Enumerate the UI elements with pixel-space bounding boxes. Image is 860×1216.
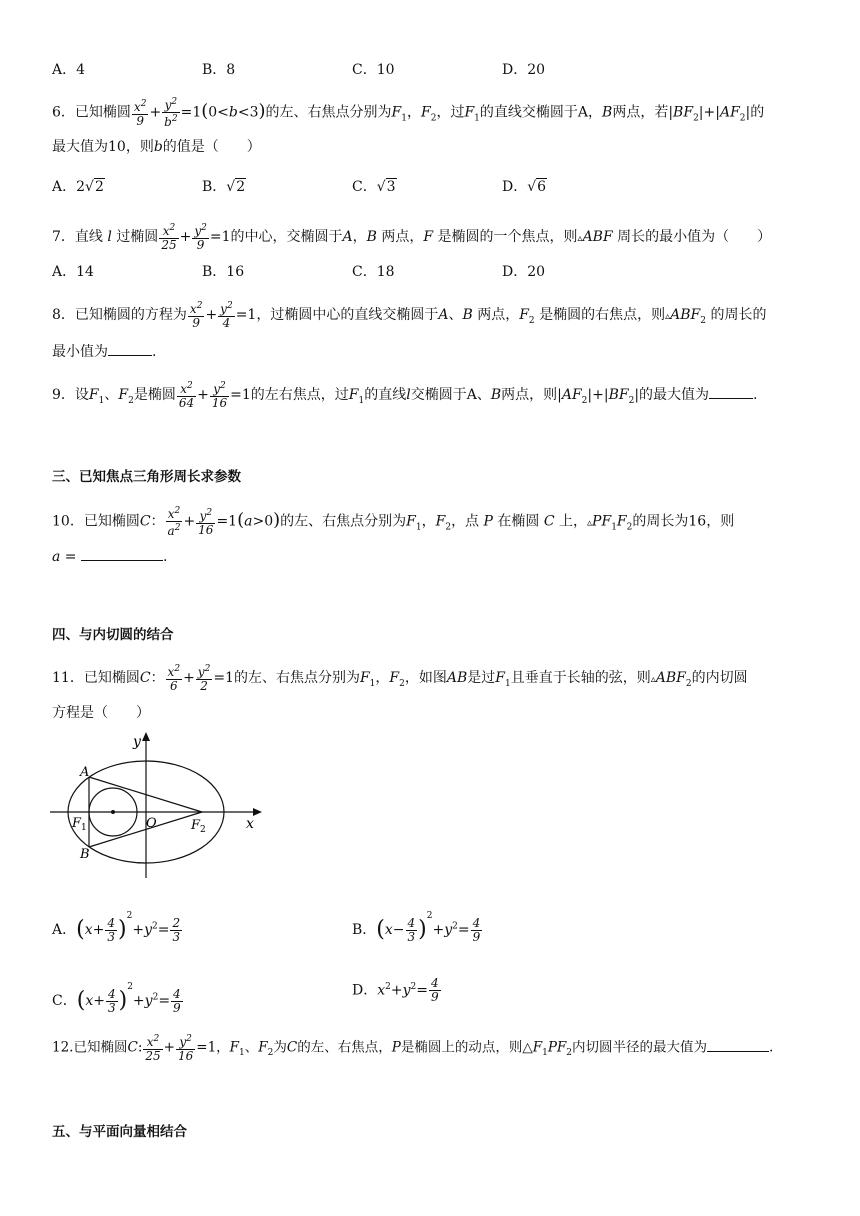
frac: $\frac{4}{3}$ bbox=[107, 986, 116, 1015]
incircle-center bbox=[111, 810, 115, 814]
q8-prefix: 8．已知椭圆的方程为 bbox=[52, 307, 187, 323]
question-11-line2: 方程是（ ） bbox=[52, 705, 150, 721]
q10-text: 的周长为16，则 bbox=[632, 513, 735, 530]
y-label: y bbox=[133, 734, 141, 750]
question-6-line2: 最大值为10，则b的值是（ ） bbox=[52, 139, 261, 155]
q11-text: 的左、右焦点分别为 bbox=[233, 670, 360, 686]
q7-text: 过椭圆 bbox=[116, 229, 159, 245]
q8-end: . bbox=[152, 344, 157, 360]
frac: $\frac{4}{9}$ bbox=[173, 986, 181, 1015]
x-label: x bbox=[246, 816, 254, 832]
frac: $\frac{4}{9}$ bbox=[472, 915, 481, 944]
option-a: A．4 bbox=[52, 62, 86, 78]
frac: $\frac{y^2}{b^2}$ bbox=[164, 97, 178, 129]
f1-label: F bbox=[72, 816, 82, 831]
frac: $\frac{x^2}{25}$ bbox=[161, 223, 177, 252]
q5-options bbox=[52, 60, 652, 80]
answer-blank[interactable] bbox=[709, 384, 753, 399]
q11-text: 是过 bbox=[467, 670, 496, 686]
option-d: D．20 bbox=[502, 264, 546, 280]
question-11: 11．已知椭圆C： $\frac{x^2}{6}$ + $\frac{y^2}{2}$ =1的左、右焦点分别为$F_1$，$F_2$，如图AB是过$F_1$且垂直于长轴的弦，则$▵ABF_2$的内切圆 bbox=[52, 664, 748, 693]
option-b-label: B． bbox=[202, 179, 227, 195]
svg-text:2: 2 bbox=[200, 825, 206, 835]
q7-text: 是椭圆的一个焦点，则 bbox=[437, 229, 578, 245]
q12-text: 的左、右焦点， bbox=[297, 1039, 392, 1056]
q9-text: 是椭圆 bbox=[133, 387, 176, 403]
q9-text: 的左右焦点，过 bbox=[250, 387, 349, 403]
point-a-label: A bbox=[80, 765, 90, 780]
question-7: 7．直线 l 过椭圆 $\frac{x^2}{25}$ + $\frac{y^2}{9}$ =1的中心，交椭圆于A，B 两点，F 是椭圆的一个焦点，则▵ABF 周长的最小值为（ ） bbox=[52, 223, 772, 252]
svg-text:1: 1 bbox=[81, 823, 87, 833]
frac: $\frac{y^2}{4}$ bbox=[220, 301, 233, 330]
answer-blank[interactable] bbox=[108, 341, 152, 356]
answer-blank[interactable] bbox=[81, 546, 163, 561]
point-b-label: B bbox=[80, 847, 90, 862]
option-d-label: D． bbox=[502, 179, 528, 195]
sqrt: √2 bbox=[226, 179, 246, 195]
q9-text: 的直线 bbox=[364, 387, 407, 403]
q12-text: 为 bbox=[273, 1039, 287, 1056]
option-c: C．18 bbox=[352, 264, 395, 280]
option-a: A．2√2 bbox=[52, 179, 104, 195]
f2-label: F bbox=[191, 818, 201, 833]
q12-text: 内切圆半径的最大值为 bbox=[572, 1039, 708, 1056]
q6-text: 最大值为10，则 bbox=[52, 139, 154, 155]
q9-text: 的最大值为 bbox=[639, 387, 710, 403]
option-b: B．8 bbox=[202, 62, 236, 78]
option-d-label: D． bbox=[352, 982, 378, 999]
q9-text: 交椭圆于 bbox=[410, 387, 467, 403]
option-b-label: B． bbox=[352, 922, 377, 938]
question-8-line2 bbox=[52, 341, 156, 362]
answer-blank[interactable] bbox=[707, 1037, 769, 1052]
q7-text: 两点， bbox=[381, 229, 424, 245]
q11-text: 的内切圆 bbox=[691, 670, 748, 686]
sqrt: √3 bbox=[376, 179, 396, 195]
frac: $\frac{y^2}{9}$ bbox=[194, 223, 207, 252]
option-d bbox=[502, 177, 652, 197]
q12-text: ， bbox=[216, 1039, 230, 1056]
q6-text: 的 bbox=[750, 104, 765, 121]
option-c-label: C． bbox=[52, 993, 77, 1009]
q7-text: 周长的最小值为（ ） bbox=[617, 229, 772, 245]
frac: $\frac{4}{3}$ bbox=[107, 915, 115, 944]
q6-text: ，过 bbox=[436, 104, 465, 121]
section-heading-5: 五、与平面向量相结合 bbox=[52, 1124, 187, 1140]
option-c bbox=[352, 177, 502, 197]
question-8: 8．已知椭圆的方程为 $\frac{x^2}{9}$ + $\frac{y^2}{4}$ =1，过椭圆中心的直线交椭圆于A、B 两点，$F_2$ 是椭圆的右焦点，则$▵ABF_2$ 的周长的 bbox=[52, 301, 767, 330]
option-a: A．14 bbox=[52, 264, 94, 280]
frac: $\frac{x^2}{64}$ bbox=[178, 381, 195, 410]
frac: $\frac{y^2}{16}$ bbox=[177, 1034, 194, 1063]
q8-text: 是椭圆的右焦点，则 bbox=[539, 307, 666, 323]
section-heading-4: 四、与内切圆的结合 bbox=[52, 627, 174, 643]
q10-text: 上， bbox=[559, 513, 588, 530]
q11-option-a: A．(x+ $\frac{4}{3}$ )$^2+y^2=$ $\frac{2}{3}$ bbox=[52, 911, 181, 944]
section-heading-3: 三、已知焦点三角形周长求参数 bbox=[52, 469, 241, 485]
frac: $\frac{y^2}{2}$ bbox=[197, 664, 211, 693]
option-b: B．16 bbox=[202, 264, 245, 280]
question-9: 9．设$F_1$、$F_2$是椭圆 $\frac{x^2}{64}$ + $\frac{y^2}{16}$ =1的左右焦点，过$F_1$的直线l交椭圆于A、B两点，则$|AF_2|+|BF_2|$的最大值为 . bbox=[52, 381, 758, 410]
q11-option-c: C．(x+ $\frac{4}{3}$ )$^2+y^2=$ $\frac{4}{9}$ bbox=[52, 982, 181, 1015]
q6-text: 两点，若 bbox=[612, 104, 669, 121]
frac: $\frac{x^2}{9}$ bbox=[189, 301, 203, 330]
q7-text: 的中心，交椭圆于 bbox=[230, 229, 343, 245]
q6-prefix: 6．已知椭圆 bbox=[52, 104, 131, 121]
q7-prefix: 7．直线 bbox=[52, 229, 103, 245]
q12-prefix: 12.已知椭圆 bbox=[52, 1039, 128, 1056]
q7-options bbox=[52, 262, 652, 282]
question-12: 12.已知椭圆C: $\frac{x^2}{25}$ + $\frac{y^2}{16}$ =1，$F_1$、$F_2$为C的左、右焦点，P是椭圆上的动点，则$\triangle F_1PF_2$内切圆半径的最大值为 . bbox=[52, 1034, 774, 1063]
origin-label: O bbox=[146, 816, 157, 831]
q6-text: 的直线交椭圆于 bbox=[479, 104, 578, 121]
x-axis-arrow bbox=[253, 808, 262, 816]
q8-text: 两点， bbox=[477, 307, 520, 323]
q8-text: 的周长的 bbox=[710, 307, 767, 323]
frac: $\frac{x^2}{9}$ bbox=[133, 98, 147, 128]
option-a-label: A． bbox=[52, 922, 77, 938]
frac: $\frac{4}{3}$ bbox=[407, 915, 416, 944]
q8-text: ，过椭圆中心的直线交椭圆于 bbox=[256, 307, 439, 323]
q6-options bbox=[52, 177, 652, 197]
q11-text: ，如图 bbox=[404, 670, 447, 686]
q11-text: 且垂直于长轴的弦，则 bbox=[510, 670, 651, 686]
sqrt: √6 bbox=[527, 179, 547, 195]
q12-text: 是椭圆上的动点，则 bbox=[400, 1039, 523, 1056]
q8-text: 最小值为 bbox=[52, 344, 108, 360]
option-c-label: C． bbox=[352, 179, 377, 195]
q11-option-b: B．(x− $\frac{4}{3}$ )$^2+y^2=$ $\frac{4}{9}$ bbox=[352, 911, 481, 944]
q11-prefix: 11．已知椭圆 bbox=[52, 670, 140, 686]
q10-end: . bbox=[163, 549, 168, 565]
sqrt: √2 bbox=[85, 179, 104, 195]
frac: $\frac{2}{3}$ bbox=[172, 915, 181, 944]
option-a-label: A． bbox=[52, 179, 77, 195]
q10-text: 在椭圆 bbox=[497, 513, 540, 530]
frac: $\frac{x^2}{a^2}$ bbox=[167, 506, 181, 538]
q9-text: 两点，则 bbox=[501, 387, 558, 403]
q9-prefix: 9．设 bbox=[52, 387, 89, 403]
question-10: 10．已知椭圆C： $\frac{x^2}{a^2}$ + $\frac{y^2}{16}$ =1(a>0)的左、右焦点分别为$F_1$，$F_2$，点 P 在椭圆 C 上，$▵PF_1F_2$的周长为16，则 bbox=[52, 506, 735, 538]
q6-text: 的左、右焦点分别为 bbox=[265, 104, 392, 121]
q11-option-d: D．$x^2+y^2=$ $\frac{4}{9}$ bbox=[352, 976, 439, 1005]
q10-prefix: 10．已知椭圆 bbox=[52, 513, 140, 530]
q12-end: . bbox=[769, 1039, 774, 1056]
option-d: D．20 bbox=[502, 62, 546, 78]
q6-text: 的值是（ ） bbox=[162, 139, 261, 155]
question-10-line2: a = . bbox=[52, 546, 167, 567]
ellipse-figure bbox=[50, 730, 270, 880]
option-b bbox=[202, 177, 352, 197]
q10-text: ，点 bbox=[451, 513, 480, 530]
frac: $\frac{4}{9}$ bbox=[431, 976, 439, 1005]
frac: $\frac{y^2}{16}$ bbox=[198, 507, 214, 537]
frac: $\frac{y^2}{16}$ bbox=[211, 381, 228, 410]
frac: $\frac{x^2}{6}$ bbox=[167, 664, 181, 693]
question-6: 6．已知椭圆 $\frac{x^2}{9}$ + $\frac{y^2}{b^2}$ =1(0<b<3)的左、右焦点分别为$F_1$，$F_2$，过$F_1$的直线交椭圆于A，B两点，若$|BF_2|+|AF_2|$的 bbox=[52, 97, 765, 129]
y-axis-arrow bbox=[142, 732, 150, 741]
frac: $\frac{x^2}{25}$ bbox=[145, 1034, 161, 1063]
q10-text: 的左、右焦点分别为 bbox=[280, 513, 407, 530]
option-c: C．10 bbox=[352, 62, 395, 78]
q9-end: . bbox=[753, 387, 758, 403]
